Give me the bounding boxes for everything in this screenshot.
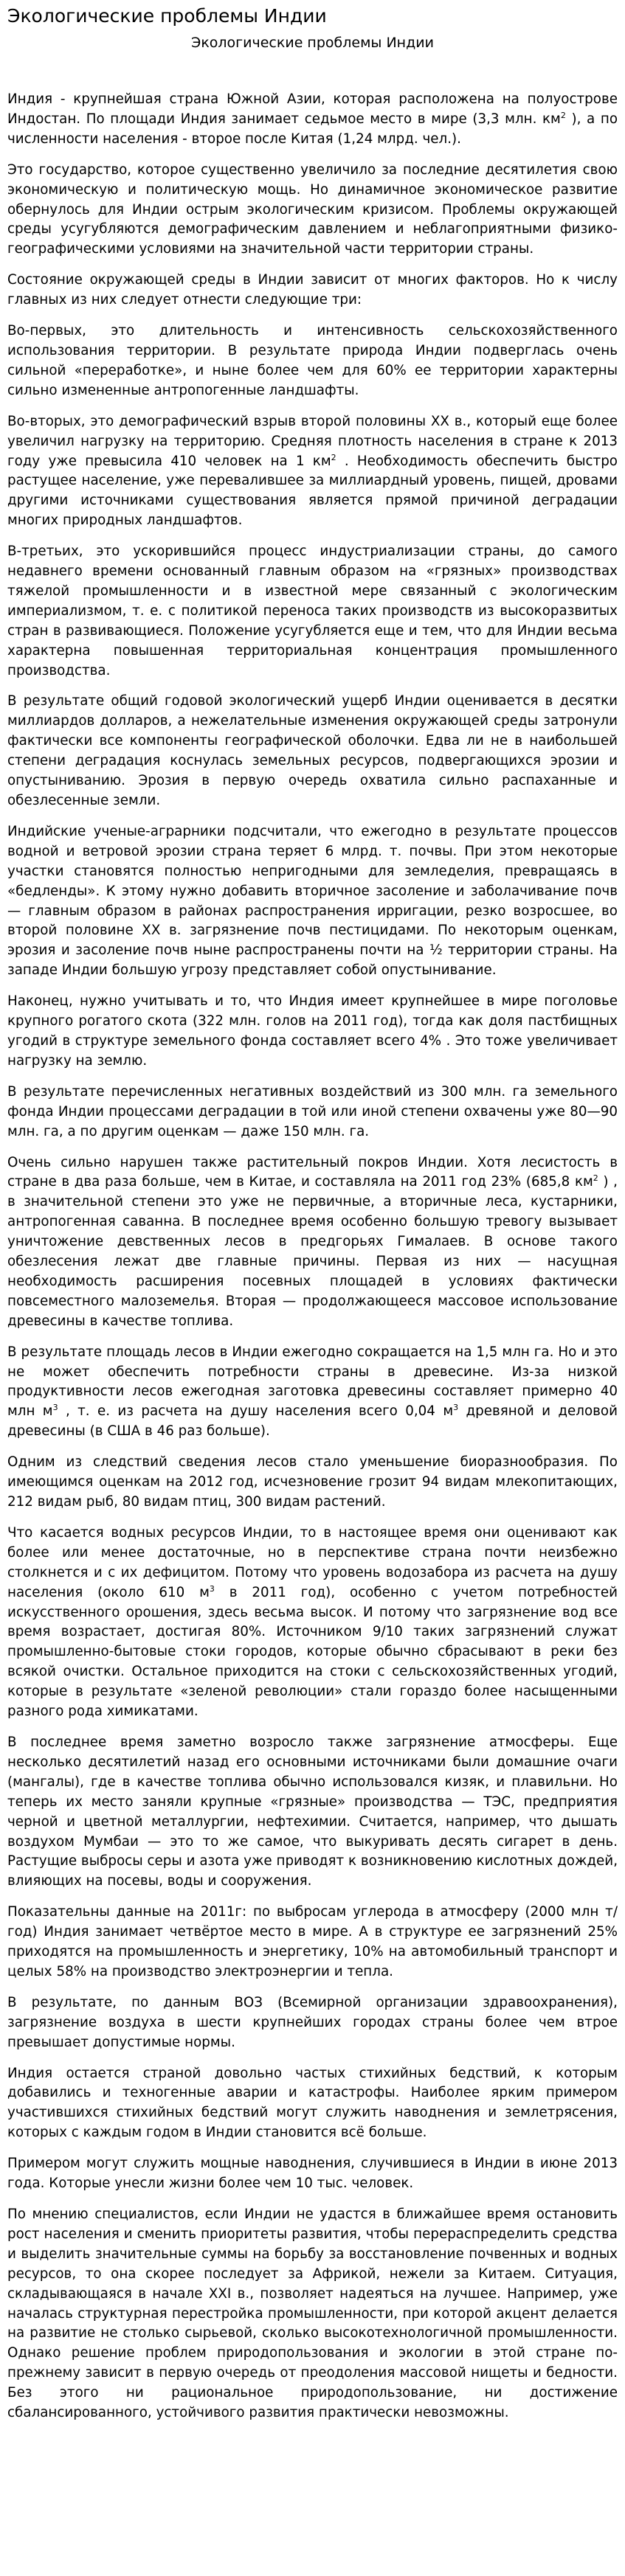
- superscript-unit: 3: [52, 1403, 58, 1413]
- paragraph-text: Очень сильно нарушен также растительный покров Индии. Хотя лесистость в стране в два раза больше, чем в Китае, и составляла на 2011 год 23% (685,8 $км^2$ ) , в значительной степени это уже не первичные, а вторичные леса, кустарники, антропогенная саванна. В последнее время особенно большую тревогу вызывает уничтожение девственных лесов в предгорьях Гималаев. В основе такого обезлесения лежат две главные причины. Первая из них — насущная необходимость расширения посевных площадей в условиях фактически повсеместного малоземелья. Вторая — продолжающееся массовое использование древесины в качестве топлива.: [7, 1154, 618, 1329]
- article-body: [7, 90, 618, 2423]
- paragraph-text: Это государство, которое существенно увеличило за последние десятилетия свою экономическую и политическую мощь. Но динамичное экономическое развитие обернулось для Индии острым экологическим кризисом. Проблемы окружающей среды усугубляются демографическим давлением и неблагоприятными физико-географическими условиями на значительной части территории страны.: [7, 162, 618, 257]
- paragraph-who: [7, 1993, 618, 2053]
- paragraph-cattle: [7, 992, 618, 1072]
- page-title: Экологические проблемы Индии: [7, 5, 327, 27]
- superscript-unit: 2: [560, 110, 566, 120]
- paragraph-text: По мнению специалистов, если Индии не удастся в ближайшее время остановить рост населения и сменить приоритеты развития, чтобы перераспределить средства и выделить значительные суммы на борьбу за восстановление почвенных и водных ресурсов, то она скорее последует за Африкой, нежели за Китаем. Ситуация, складывающаяся в начале XXI в., позволяет надеяться на лучшее. Например, уже началась структурная перестройка промышленности, при которой акцент делается на развитие не столько сырьевой, сколько высокотехнологичной промышленности. Однако решение проблем природопользования и экологии в этой стране по-прежнему зависит в первую очередь от преодоления массовой нищеты и бедности. Без этого ни рациональное природопользование, ни достижение сбалансированного, устойчивого развития практически невозможны.: [7, 2207, 618, 2421]
- paragraph-text: Индийские ученые-аграрники подсчитали, что ежегодно в результате процессов водной и ветровой эрозии страна теряет 6 млрд. т. почвы. При этом некоторые участки становятся полностью непригодными для земледелия, превращаясь в «бедленды». К этому нужно добавить вторичное засоление и заболачивание почв — главным образом в районах распространения ирригации, резко возросшее, во второй половине XX в. загрязнение почв пестицидами. По некоторым оценкам, эрозия и засоление почв ныне распространены почти на ½ территории страны. На западе Индии большую угрозу представляет собой опустынивание.: [7, 823, 618, 979]
- paragraph-floods: [7, 2154, 618, 2194]
- superscript-unit: 3: [209, 1583, 215, 1594]
- paragraph-forest-loss: [7, 1343, 618, 1443]
- paragraph-intro: [7, 90, 618, 150]
- page-subtitle: Экологические проблемы Индии: [191, 35, 434, 51]
- paragraph-conclusion: [7, 2205, 618, 2423]
- paragraph-vegetation: [7, 1153, 618, 1332]
- paragraph-damage: [7, 692, 618, 810]
- paragraph-text: Индия - крупнейшая страна Южной Азии, которая расположена на полуострове Индостан. По площади Индия занимает седьмое место в мире (3,3 млн. $км^2$ ), а по численности населения - второе после Китая (1,24 млрд. чел.).: [7, 91, 618, 147]
- paragraph-text: Наконец, нужно учитывать и то, что Индия имеет крупнейшее в мире поголовье крупного рогатого скота (322 млн. голов на 2011 год), тогда как доля пастбищных угодий в структуре земельного фонда составляет всего 4% . Это тоже увеличивает нагрузку на землю.: [7, 993, 618, 1069]
- paragraph-text: В результате общий годовой экологический ущерб Индии оценивается в десятки миллиардов долларов, а нежелательные изменения окружающей среды затронули фактически все компоненты географической оболочки. Едва ли не в наибольшей степени деградация коснулась земельных ресурсов, подвергающихся эрозии и опустыниванию. Эрозия в первую очередь охватила сильно распаханные и обезлесенные земли.: [7, 693, 618, 808]
- paragraph-state-power: [7, 161, 618, 260]
- paragraph-text: Одним из следствий сведения лесов стало уменьшение биоразнообразия. По имеющимся оценкам на 2012 год, исчезновение грозит 94 видам млекопитающих, 212 видам рыб, 80 видам птиц, 300 видам растений.: [7, 1454, 618, 1510]
- paragraph-air: [7, 1733, 618, 1892]
- paragraph-text: В результате, по данным ВОЗ (Всемирной организации здравоохранения), загрязнение воздуха в шести крупнейших городах страны более чем втрое превышает допустимые нормы.: [7, 1994, 618, 2050]
- paragraph-text: Состояние окружающей среды в Индии зависит от многих факторов. Но к числу главных из них следует отнести следующие три:: [7, 272, 618, 308]
- paragraph-text: Что касается водных ресурсов Индии, то в настоящее время они оценивают как более или менее достаточные, но в перспективе страна почти неизбежно столкнется и с их дефицитом. Потому что уровень водозабора из расчета на душу населения (около 610 $м^3$ в 2011 год), особенно с учетом потребностей искусственного орошения, здесь весьма высок. И потому что загрязнение вод все время возрастает, достигая 80%. Источником 9/10 таких загрязнений служат промышленно-бытовые стоки городов, которые обычно сбрасывают в реки без всякой очистки. Остальное приходится на стоки с сельскохозяйственных угодий, которые в результате «зеленой революции» стали гораздо более насыщенными разного рода химикатами.: [7, 1524, 618, 1720]
- paragraph-erosion: [7, 822, 618, 981]
- paragraph-emissions: [7, 1903, 618, 1982]
- superscript-unit: 3: [453, 1403, 459, 1413]
- paragraph-text: Примером могут служить мощные наводнения, случившиеся в Индии в июне 2013 года. Которые унесли жизни более чем 10 тыс. человек.: [7, 2156, 618, 2192]
- paragraph-text: В результате перечисленных негативных воздействий из 300 млн. га земельного фонда Индии процессами деградации в той или иной степени охвачены уже 80—90 млн. га, а по другим оценкам — даже 150 млн. га.: [7, 1083, 618, 1139]
- paragraph-second-factor: [7, 412, 618, 531]
- paragraph-text: Во-первых, это длительность и интенсивность сельскохозяйственного использования территории. В результате природа Индии подверглась очень сильной «переработке», и ныне более чем для 60% ее территории характерны сильно измененные антропогенные ландшафты.: [7, 323, 618, 398]
- paragraph-disasters: [7, 2064, 618, 2144]
- paragraph-degradation: [7, 1083, 618, 1142]
- paragraph-text: Показательны данные на 2011г: по выбросам углерода в атмосферу (2000 млн т/год) Индия занимает четвёртое место в мире. А в структуре ее загрязнений 25% приходятся на промышленность и энергетику, 10% на автомобильный транспорт и целых 58% на производство электроэнергии и тепла.: [7, 1904, 618, 1979]
- paragraph-text: В последнее время заметно возросло также загрязнение атмосферы. Еще несколько десятилетий назад его основными источниками были домашние очаги (мангалы), где в качестве топлива обычно использовался кизяк, и плавильни. Но теперь их место заняли крупные «грязные» производства — ТЭС, предприятия черной и цветной металлургии, нефтехимии. Считается, например, что дышать воздухом Мумбаи — это то же самое, что выкуривать десять сигарет в день. Растущие выбросы серы и азота уже приводят к возникновению кислотных дождей, влияющих на посевы, воды и сооружения.: [7, 1734, 618, 1889]
- paragraph-first-factor: [7, 322, 618, 401]
- superscript-unit: 2: [593, 1173, 598, 1184]
- paragraph-text: Во-вторых, это демографический взрыв второй половины XX в., который еще более увеличил нагрузку на территорию. Средняя плотность населения в стране к 2013 году уже превысила 410 человек на 1 $км^2$ . Необходимость обеспечить быстро растущее население, уже перевалившее за миллиардный уровень, пищей, дровами другими источниками существования является прямой причиной деградации многих природных ландшафтов.: [7, 413, 618, 529]
- paragraph-water: [7, 1524, 618, 1722]
- paragraph-text: Индия остается страной довольно частых стихийных бедствий, к которым добавились и техногенные аварии и катастрофы. Наиболее ярким примером участившихся стихийных бедствий могут служить наводнения и землетрясения, которых с каждым годом в Индии становится всё больше.: [7, 2065, 618, 2141]
- paragraph-text: В-третьих, это ускорившийся процесс индустриализации страны, до самого недавнего времени основанный главным образом на «грязных» производствах тяжелой промышленности и в известной мере связанный с экологическим империализмом, т. е. с политикой переноса таких производств из высокоразвитых стран в развивающиеся. Положение усугубляется еще и тем, что для Индии весьма характерна повышенная территориальная концентрация промышленного производства.: [7, 544, 618, 678]
- paragraph-factors: [7, 271, 618, 310]
- paragraph-biodiversity: [7, 1453, 618, 1513]
- paragraph-text: В результате площадь лесов в Индии ежегодно сокращается на 1,5 млн га. Но и это не может обеспечить потребности страны в древесине. Из-за низкой продуктивности лесов ежегодная заготовка древесины составляет примерно 40 млн $м^3$ , т. е. из расчета на душу населения всего 0,04 $м^3$ древяной и деловой древесины (в США в 46 раз больше).: [7, 1344, 618, 1440]
- superscript-unit: 2: [331, 452, 336, 462]
- paragraph-third-factor: [7, 542, 618, 681]
